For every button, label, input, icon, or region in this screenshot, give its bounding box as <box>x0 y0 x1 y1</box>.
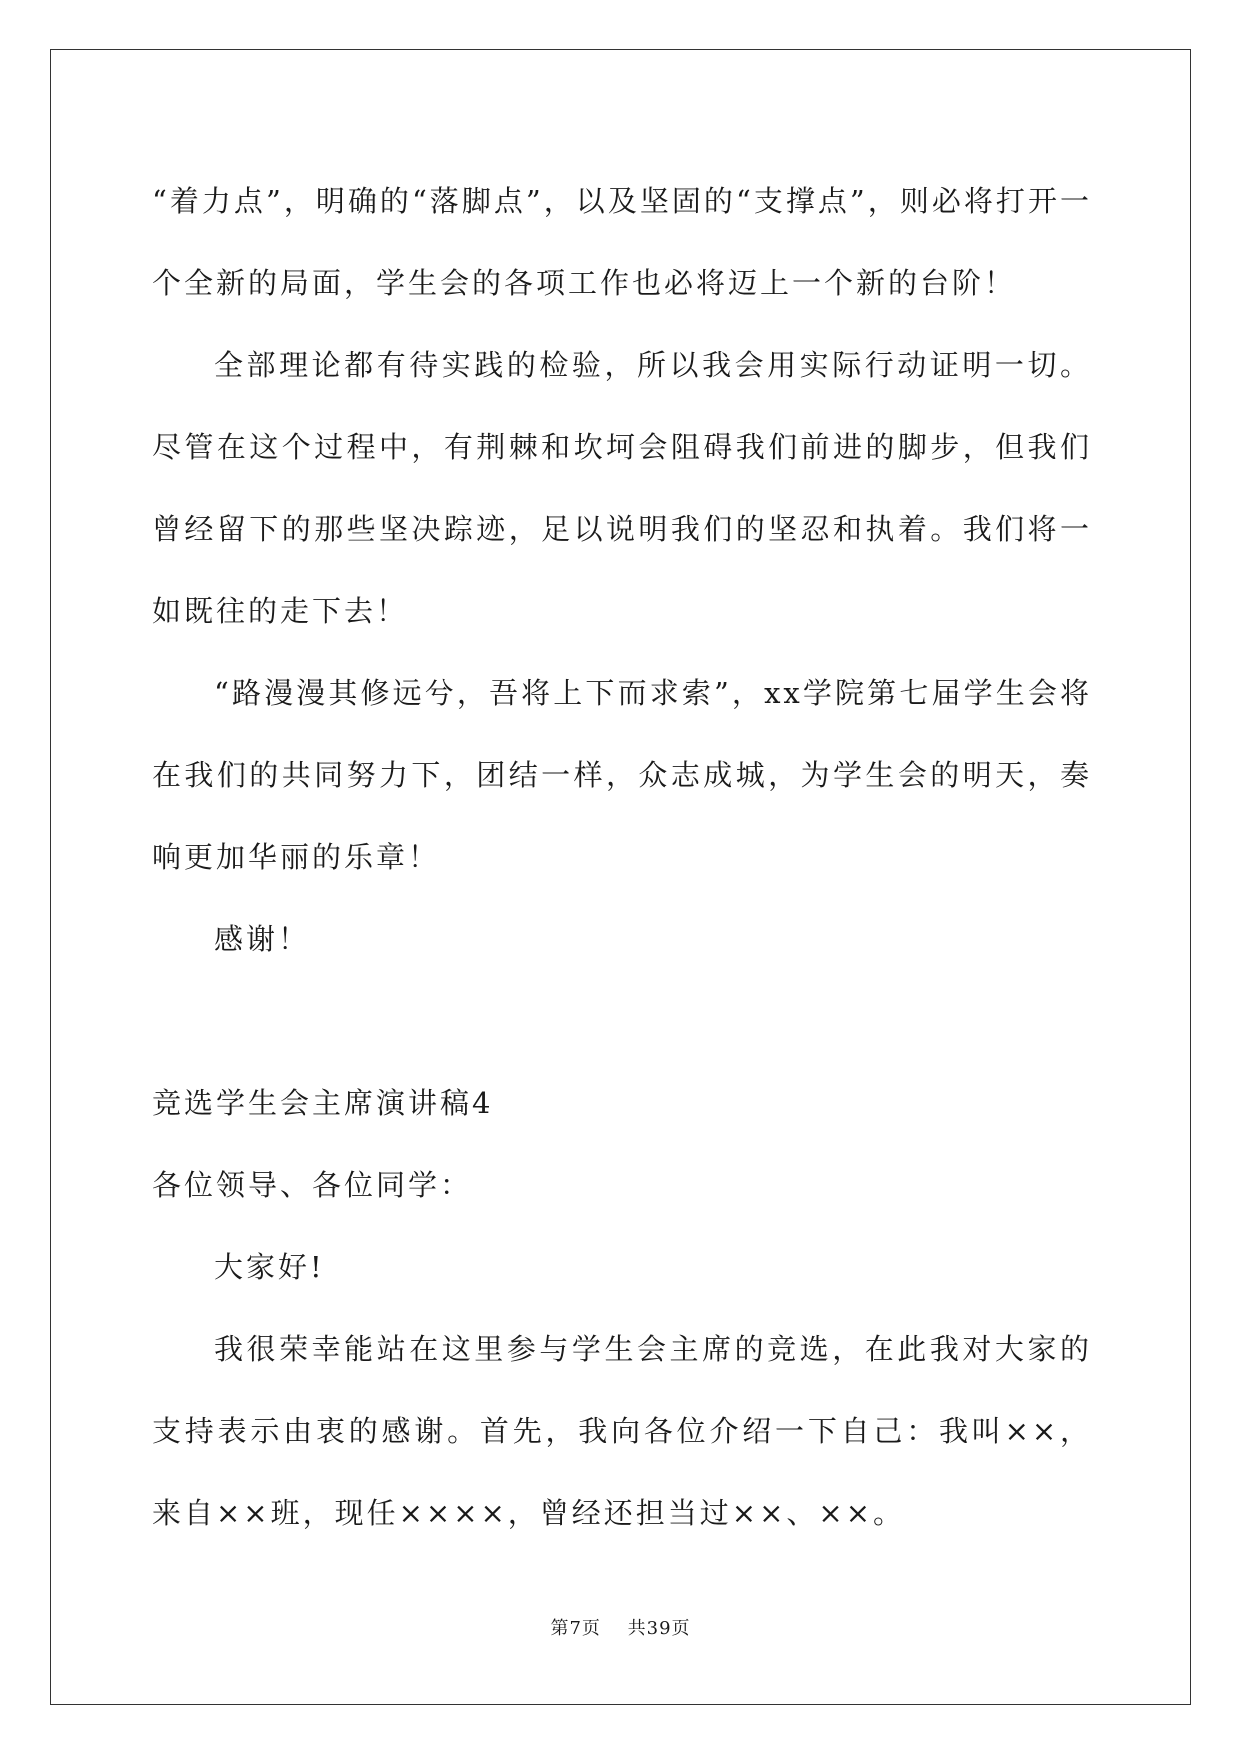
paragraph: 全部理论都有待实践的检验，所以我会用实际行动证明一切。尽管在这个过程中，有荆棘和坎坷会阻碍我们前进的脚步，但我们曾经留下的那些坚决踪迹，足以说明我们的坚忍和执着。我们将一如既往的走下去！ <box>152 348 1092 628</box>
document-body <box>152 160 1092 1554</box>
paragraph: 我很荣幸能站在这里参与学生会主席的竞选，在此我对大家的支持表示由衷的感谢。首先，我向各位介绍一下自己：我叫××，来自××班，现任××××，曾经还担当过××、××。 <box>152 1332 1092 1530</box>
spacer <box>152 980 1092 1062</box>
page-footer <box>0 1614 1241 1640</box>
current-page-label: 第7页 <box>550 1618 601 1639</box>
paragraph: 大家好! <box>214 1250 325 1284</box>
salutation: 各位领导、各位同学： <box>152 1168 473 1202</box>
paragraph: “着力点”，明确的“落脚点”，以及坚固的“支撑点”，则必将打开一个全新的局面，学生会的各项工作也必将迈上一个新的台阶！ <box>152 184 1092 300</box>
section-title: 竞选学生会主席演讲稿4 <box>152 1086 494 1120</box>
paragraph: 感谢！ <box>214 922 311 956</box>
paragraph: “路漫漫其修远兮，吾将上下而求索”，xx学院第七届学生会将在我们的共同努力下，团结一样，众志成城，为学生会的明天，奏响更加华丽的乐章！ <box>152 676 1092 874</box>
total-pages-label: 共39页 <box>627 1618 691 1639</box>
